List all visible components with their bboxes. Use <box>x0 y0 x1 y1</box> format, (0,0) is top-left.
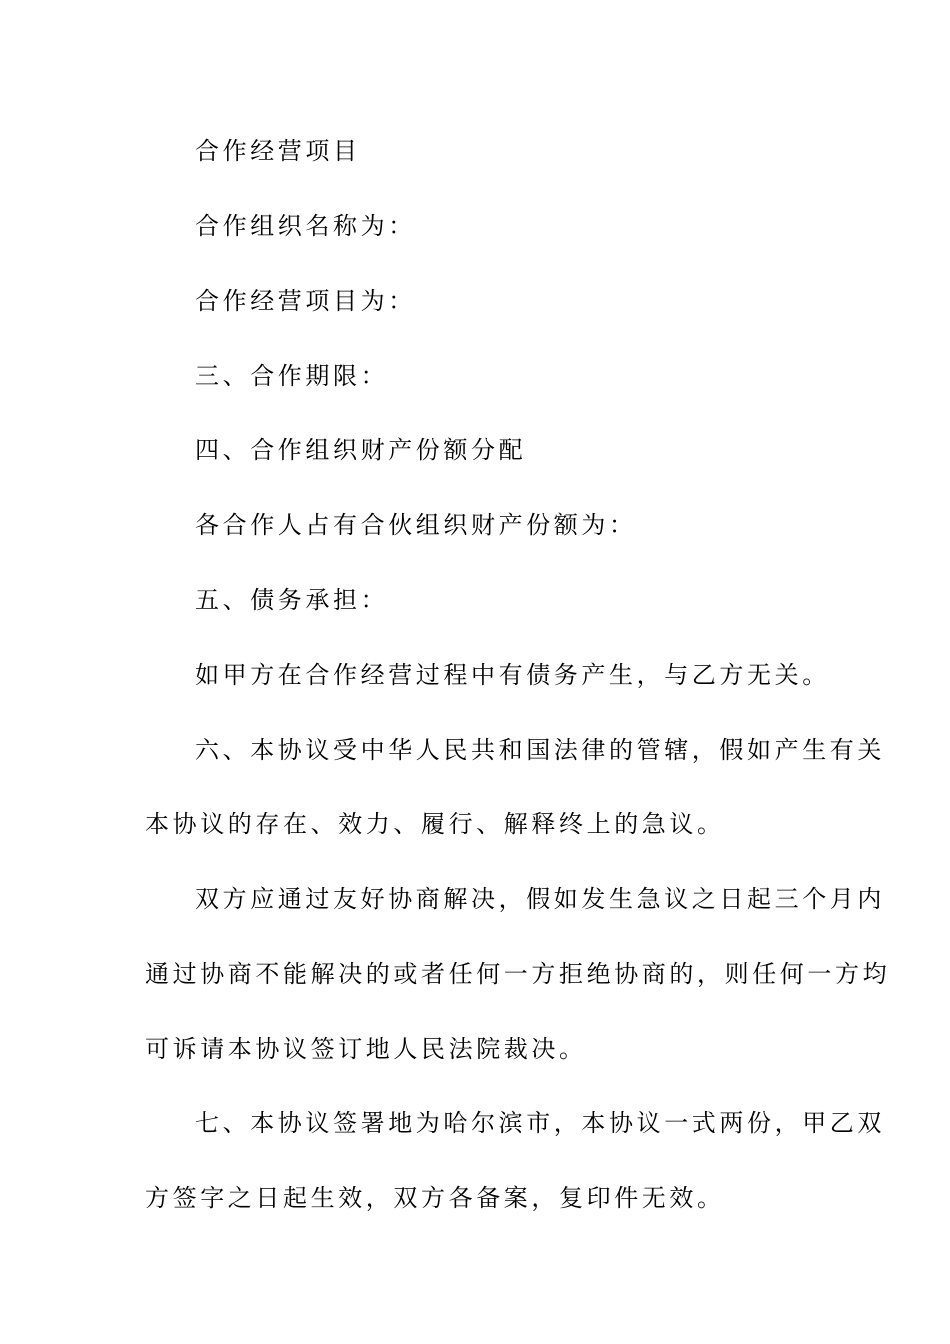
paragraph-line: 七、本协议签署地为哈尔滨市，本协议一式两份，甲乙双 <box>195 1109 885 1137</box>
section-heading: 三、合作期限： <box>195 362 389 390</box>
section-heading: 四、合作组织财产份额分配 <box>195 436 527 464</box>
paragraph-line: 方签字之日起生效，双方各备案，复印件无效。 <box>145 1184 725 1212</box>
section-heading: 五、债务承担： <box>195 586 389 614</box>
paragraph-line: 各合作人占有合伙组织财产份额为： <box>195 511 637 539</box>
paragraph-line: 本协议的存在、效力、履行、解释终上的急议。 <box>145 810 725 838</box>
section-heading: 合作经营项目 <box>195 137 361 165</box>
paragraph-line: 通过协商不能解决的或者任何一方拒绝协商的，则任何一方均 <box>145 960 891 988</box>
paragraph-line: 可诉请本协议签订地人民法院裁决。 <box>145 1035 587 1063</box>
paragraph-line: 如甲方在合作经营过程中有债务产生，与乙方无关。 <box>195 661 830 689</box>
paragraph-line: 六、本协议受中华人民共和国法律的管辖，假如产生有关 <box>195 736 885 764</box>
paragraph-line: 合作经营项目为： <box>195 287 416 315</box>
paragraph-line: 合作组织名称为： <box>195 212 416 240</box>
paragraph-line: 双方应通过友好协商解决，假如发生急议之日起三个月内 <box>195 885 885 913</box>
